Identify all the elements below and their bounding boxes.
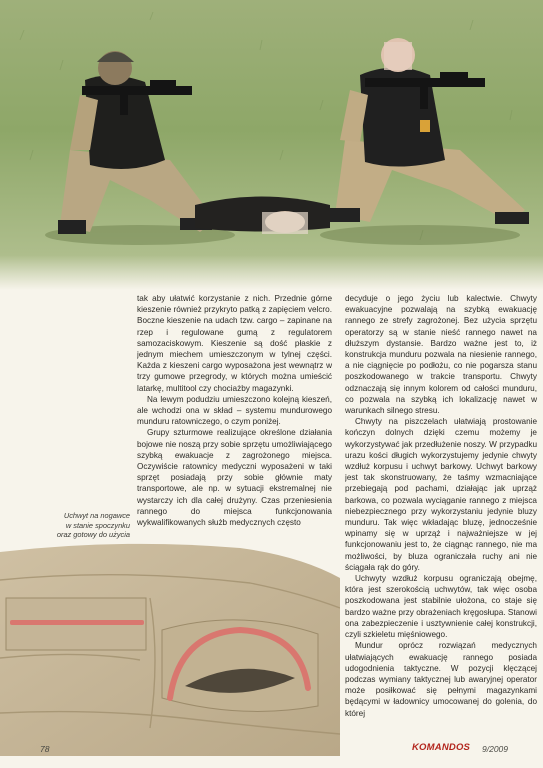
right-paragraph-1: decyduje o jego życiu lub kalectwie. Chwyty ewakuacyjne pozwalają na szybką ewakuację rannego ze strefy zagrożonej. Bez użycia sprzętu operatorzy są w stanie nieść rannego nawet na dłuższym dystansie. Bardzo ważne jest to, iż konstrukcja munduru pozwala na niesienie rannego, a nie ciągnięcie po podłożu, co nie pogarsza stanu poszkodowanego w trakcie transportu. Chwyty odznaczają się innym kolorem od całości munduru, co pozwala na szybką ich lokalizację nawet w warunkach silnego stresu. (345, 294, 537, 416)
magazine-logo: KOMANDOS (412, 742, 471, 753)
right-paragraph-4: Mundur oprócz rozwiązań medycznych ułatwiających ewakuację rannego posiada udogodnienia taktyczne. W pozycji klęczącej podczas wymiany taktycznej lub awaryjnej operator może posiłkować się pełnymi magazynkami będącymi w ładownicy umocowanej do golenia, do której (345, 641, 537, 718)
photo-caption: Uchwyt na nogawce w stanie spoczynku oraz gotowy do użycia (56, 511, 130, 540)
casualty-figure (195, 197, 330, 235)
soldiers-photo-icon (0, 0, 543, 290)
right-text-column (345, 293, 537, 751)
trouser-pocket-photo-icon (0, 538, 340, 756)
left-paragraph-2: Na lewym podudziu umieszczono kolejną kieszeń, ale wchodzi ona w skład – systemu mundurowego munduru ratowniczego, o czym poniżej. (137, 394, 332, 427)
left-text-column (137, 293, 332, 565)
right-paragraph-2: Chwyty na piszczelach ułatwiają prostowanie kończyn dolnych dzięki czemu możemy je wykorzystywać jak przedłużenie noszy. W przypadku urazu kości długich wykorzystujemy jedynie chwyty wzdłuż korpusu i uchwyt barkowy. Uchwyt barkowy jest tak skonstruowany, że taśmy wzmacniające przebiegają pod pachami, działając jak uprząż barkowa, co pozwala wyciąganie rannego z miejsca niebezpiecznego przy wykorzystaniu jedynie bluzy munduru. Tak więc wkładając bluzę, jednocześnie wpinamy się w uprząż i najważniejsze w jej funkcjonowaniu jest to, że ciągnąc rannego, nie ma możliwości, by bluza ograniczała ruchy ani nie ściągała rąk do góry. (345, 417, 537, 572)
page-number: 78 (40, 744, 50, 754)
left-paragraph-3: Grupy szturmowe realizujące określone działania bojowe nie noszą przy sobie sprzętu umożliwiającego szybką ewakuacje z zagrożonego miejsca. Oczywiście ratownicy medyczni wyposażeni w taki sprzęt posiadają przy sobie głównie maty transportowe, ale np. w sytuacji ekstremalnej nie wystarczy ich dla całej drużyny. Czas przeniesienia rannego do miejsca funkcjonowania wykwalifikowanych służb medycznych często (137, 428, 332, 528)
soldiers-photo (0, 0, 543, 290)
right-paragraph-3: Uchwyty wzdłuż korpusu ograniczają obejmę, która jest szerokością uchwytów, tak więc osoba poszkodowana jest stabilnie ułożona, co staje się bardzo ważne przy obrażeniach kręgosłupa. Stanowi ona zabezpieczenie i usztywnienie całej konstrukcji, czyli szkieletu mięśniowego. (345, 574, 537, 640)
left-paragraph-1: tak aby ułatwić korzystanie z nich. Przednie górne kieszenie również przykryto patką z zapięciem velcro. Boczne kieszenie na udach tzw. cargo – zapinane na rzep i regulowane gumą z regulatorem samozaciskowym. Kieszenie są dość płaskie z jednym miechem umieszczonym w tylnej części. Każda z kieszeni cargo wyposażona jest wewnątrz w trzy gumowe przegrody, w których można umieścić latarkę, multitool czy chociażby magazynki. (137, 294, 332, 393)
issue-number: 9/2009 (482, 744, 508, 754)
trouser-pocket-photo (0, 538, 340, 756)
page-footer (0, 744, 543, 768)
